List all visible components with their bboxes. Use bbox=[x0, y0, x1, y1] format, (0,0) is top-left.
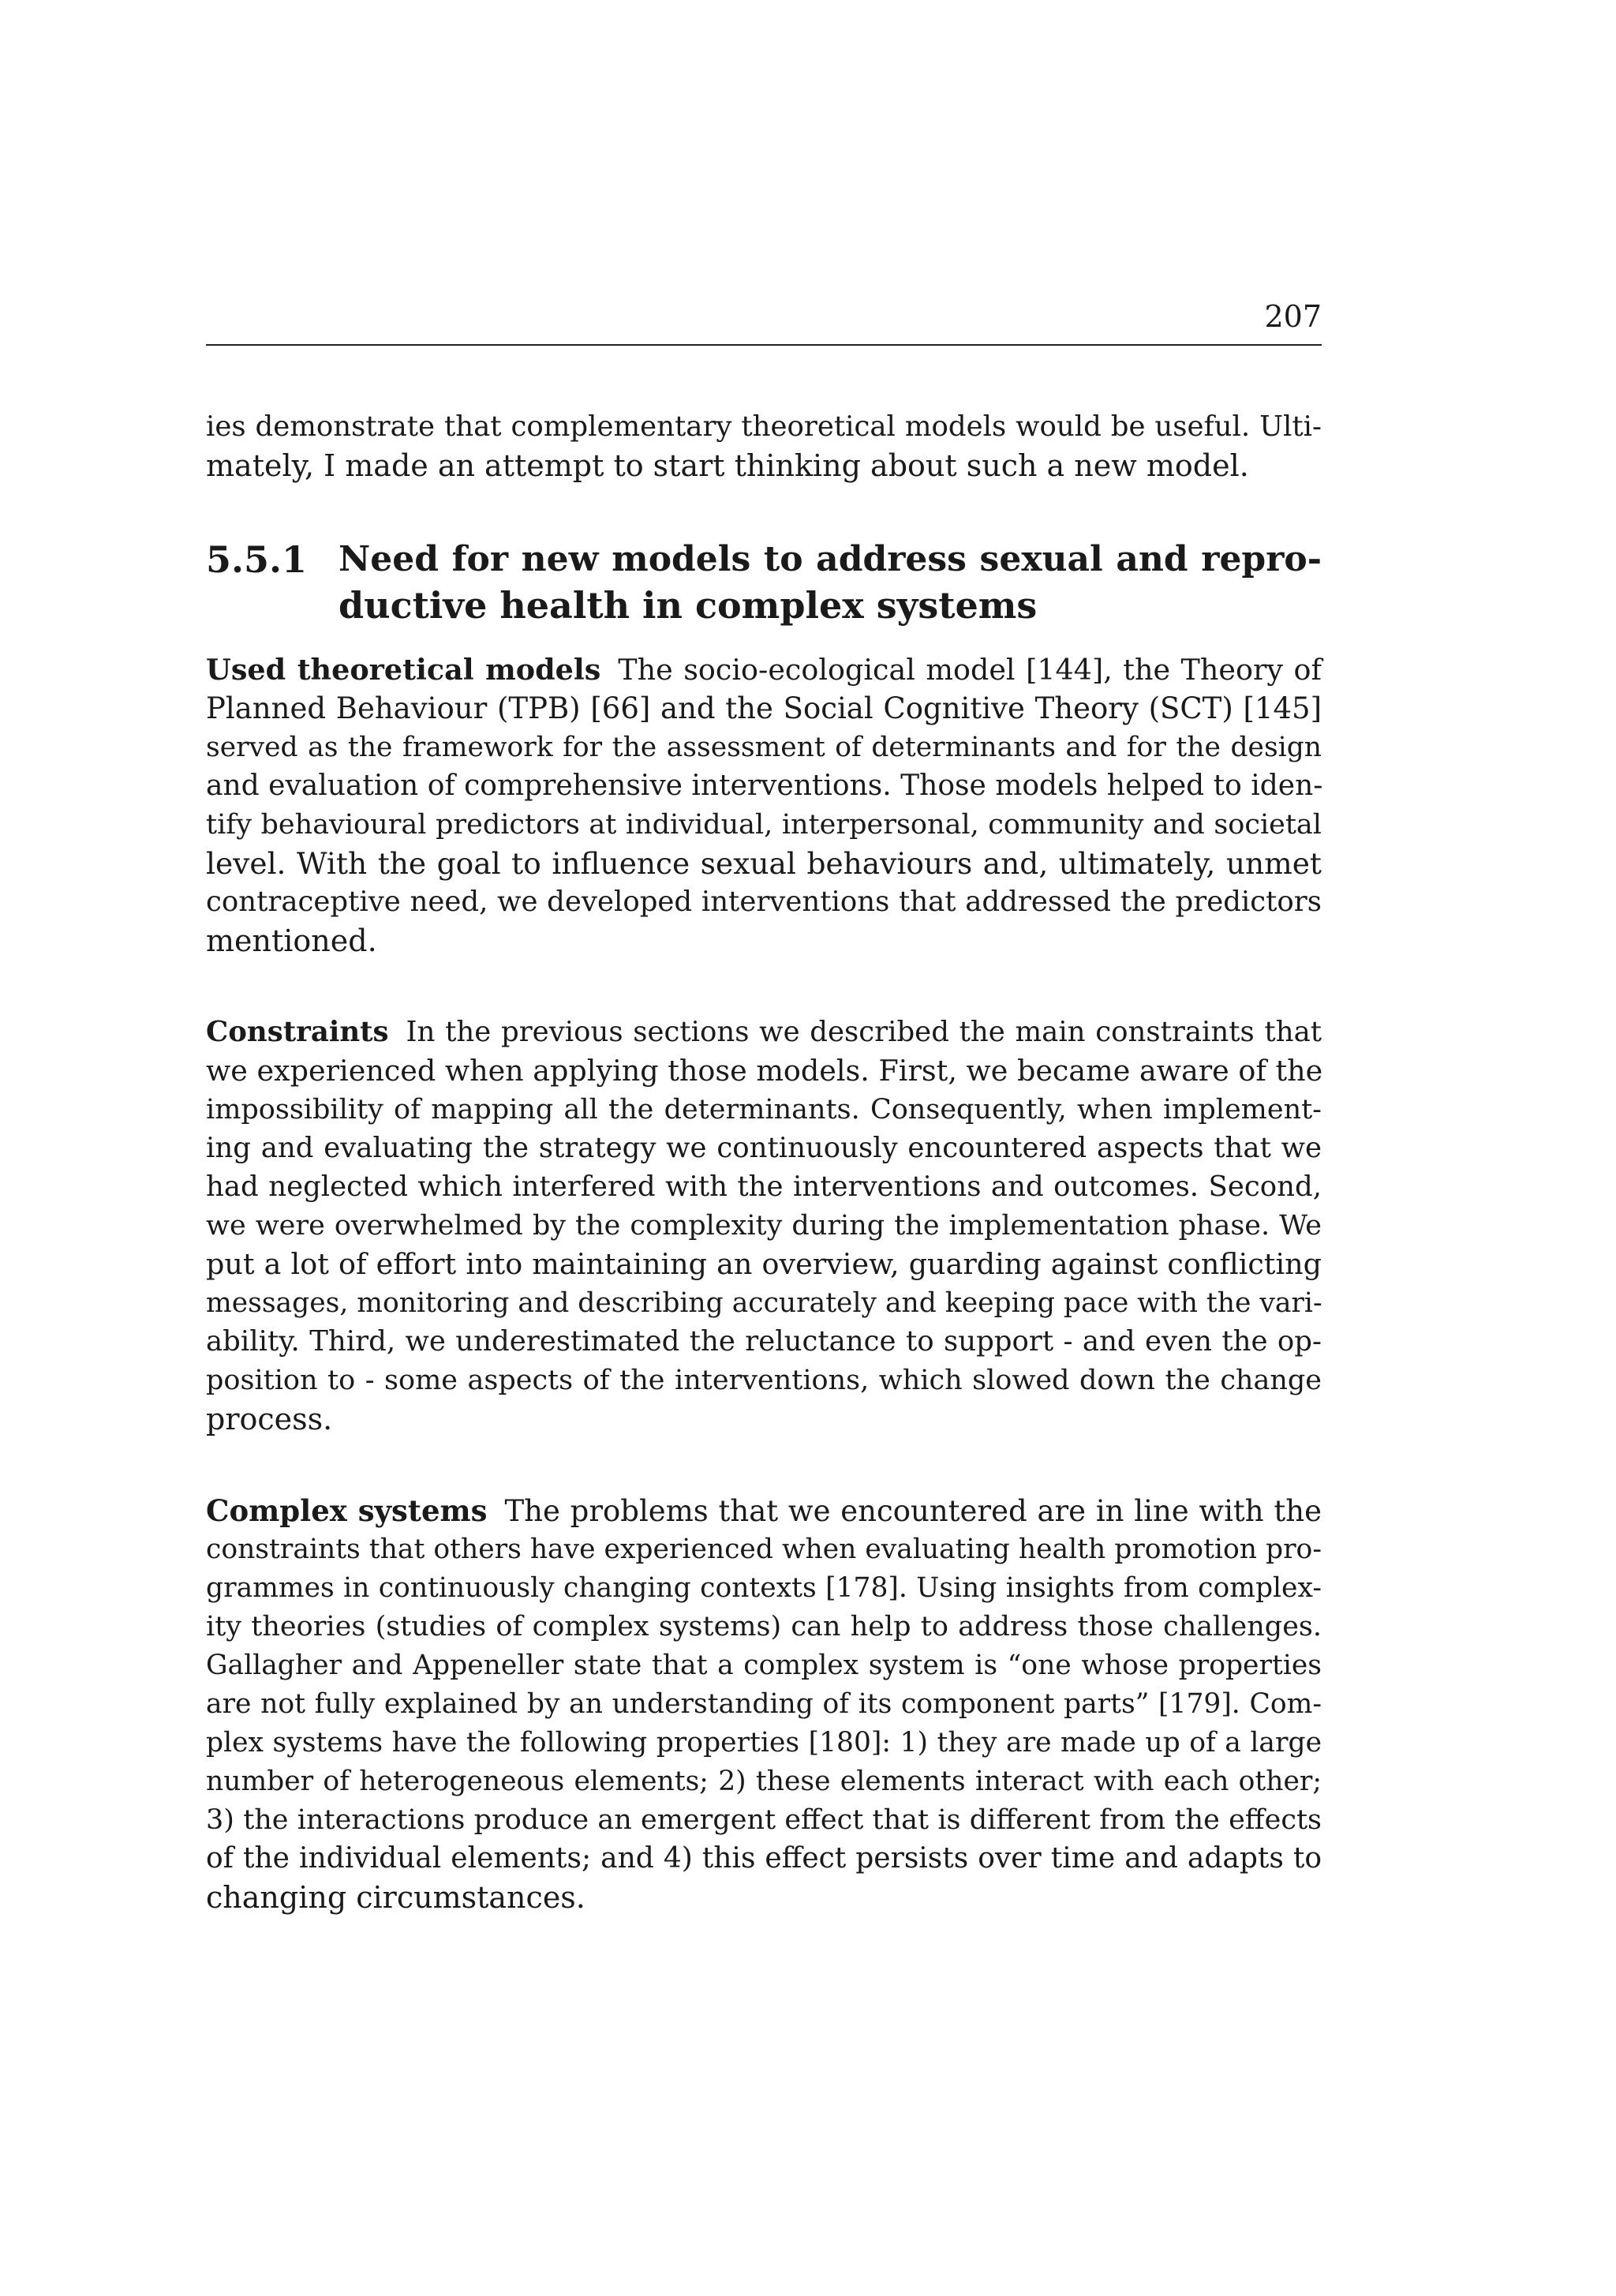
paragraph-first-line bbox=[206, 1491, 1322, 1531]
paragraph-line: Gallagher and Appeneller state that a complex system is “one whose properties bbox=[206, 1650, 1322, 1681]
header-rule bbox=[206, 344, 1322, 346]
paragraph-line: position to - some aspects of the interventions, which slowed down the change bbox=[206, 1365, 1322, 1396]
paragraph-text: The socio-ecological model [144], the Theory of bbox=[618, 653, 1322, 687]
paragraph-first-line bbox=[206, 1013, 1322, 1052]
paragraph-line: mentioned. bbox=[206, 923, 377, 958]
paragraph-line: grammes in continuously changing contexts [178]. Using insights from complex- bbox=[206, 1572, 1322, 1604]
paragraph-line: tify behavioural predictors at individual, interpersonal, community and societal bbox=[206, 809, 1322, 841]
paragraph-heading: Complex systems bbox=[206, 1493, 488, 1528]
section-title-line: ductive health in complex systems bbox=[339, 584, 1038, 627]
page-number: 207 bbox=[1264, 299, 1322, 334]
section-title-line: Need for new models to address sexual and repro- bbox=[339, 539, 1322, 579]
paragraph-line: ity theories (studies of complex systems) can help to address those challenges. bbox=[206, 1611, 1322, 1642]
paragraph-heading: Used theoretical models bbox=[206, 653, 601, 687]
paragraph-line: are not fully explained by an understanding of its component parts” [179]. Com- bbox=[206, 1688, 1322, 1720]
paragraph-line: ing and evaluating the strategy we continuously encountered aspects that we bbox=[206, 1132, 1322, 1164]
paragraph-line: we experienced when applying those models. First, we became aware of the bbox=[206, 1054, 1323, 1088]
paragraph-line: had neglected which interfered with the interventions and outcomes. Second, bbox=[206, 1170, 1322, 1203]
paragraph-line: 3) the interactions produce an emergent effect that is different from the effects bbox=[206, 1804, 1322, 1836]
paragraph-line: changing circumstances. bbox=[206, 1880, 585, 1915]
paragraph-text: In the previous sections we described the main constraints that bbox=[406, 1016, 1322, 1048]
intro-line: mately, I made an attempt to start thinking about such a new model. bbox=[206, 448, 1249, 483]
paragraph-line: contraceptive need, we developed interventions that addressed the predictors bbox=[206, 886, 1322, 918]
paragraph-line: of the individual elements; and 4) this effect persists over time and adapts to bbox=[206, 1842, 1322, 1875]
intro-line: ies demonstrate that complementary theoretical models would be useful. Ulti- bbox=[206, 410, 1322, 443]
section-number: 5.5.1 bbox=[206, 538, 308, 581]
paragraph-line: process. bbox=[206, 1402, 333, 1436]
paragraph-line: ability. Third, we underestimated the reluctance to support - and even the op- bbox=[206, 1325, 1322, 1358]
paragraph-line: level. With the goal to influence sexual behaviours and, ultimately, unmet bbox=[206, 846, 1322, 881]
paragraph-heading: Constraints bbox=[206, 1016, 389, 1048]
paragraph-line: impossibility of mapping all the determinants. Consequently, when implement- bbox=[206, 1094, 1322, 1126]
paragraph-line: constraints that others have experienced when evaluating health promotion pro- bbox=[206, 1534, 1322, 1565]
paragraph-line: plex systems have the following properties [180]: 1) they are made up of a large bbox=[206, 1727, 1322, 1759]
paragraph-line: messages, monitoring and describing accurately and keeping pace with the vari- bbox=[206, 1287, 1322, 1319]
paragraph-line: served as the framework for the assessment of determinants and for the design bbox=[206, 732, 1322, 763]
paragraph-line: and evaluation of comprehensive interventions. Those models helped to iden- bbox=[206, 770, 1323, 802]
paragraph-text: The problems that we encountered are in line with the bbox=[504, 1494, 1322, 1528]
paragraph-line: put a lot of effort into maintaining an overview, guarding against conflicting bbox=[206, 1247, 1322, 1281]
paragraph-first-line bbox=[206, 650, 1322, 690]
paragraph-line: Planned Behaviour (TPB) [66] and the Social Cognitive Theory (SCT) [145] bbox=[206, 691, 1322, 725]
paragraph-line: we were overwhelmed by the complexity during the implementation phase. We bbox=[206, 1210, 1322, 1242]
paragraph-line: number of heterogeneous elements; 2) these elements interact with each other; bbox=[206, 1766, 1322, 1797]
